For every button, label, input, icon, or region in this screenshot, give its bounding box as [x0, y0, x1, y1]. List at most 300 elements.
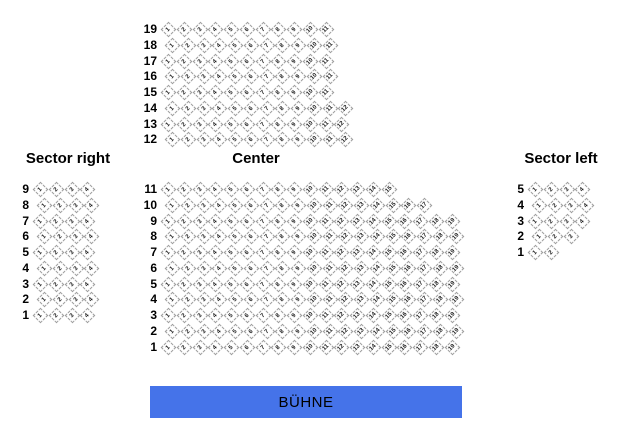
- seat-number: 10: [305, 88, 315, 97]
- seat-number: 17: [420, 263, 429, 273]
- row-label: 1: [150, 339, 157, 354]
- row-label: 2: [517, 229, 524, 244]
- seat-number: 8: [275, 89, 283, 96]
- seat-number: 1: [532, 186, 539, 193]
- seat-number: 9: [295, 296, 302, 304]
- seat-number: 3: [68, 249, 76, 256]
- seat-number: 11: [321, 56, 331, 66]
- seat-number: 2: [180, 343, 188, 351]
- row-label: 3: [22, 276, 29, 291]
- seat-number: 11: [321, 311, 331, 320]
- seat-number: 3: [563, 217, 571, 225]
- seat-number: 4: [579, 186, 587, 193]
- seat-number: 1: [37, 186, 44, 193]
- seat-number: 3: [200, 296, 208, 304]
- seat-number: 11: [325, 103, 335, 113]
- seat-number: 4: [216, 201, 224, 209]
- seat-number: 10: [305, 248, 315, 257]
- seat-number: 2: [52, 312, 60, 319]
- seat-number: 5: [232, 296, 239, 304]
- seat-number: 13: [357, 200, 366, 210]
- seat-number: 6: [243, 343, 251, 351]
- seat-number: 1: [532, 217, 539, 225]
- seat-number: 12: [341, 326, 351, 336]
- seat-number: 8: [279, 264, 287, 272]
- seat-number: 14: [368, 216, 378, 226]
- seat[interactable]: [563, 197, 579, 213]
- seat-number: 10: [305, 279, 315, 289]
- seat-number: 14: [372, 295, 382, 305]
- seat-number: 7: [259, 217, 267, 225]
- seat-number: 11: [325, 200, 335, 210]
- seat-number: 1: [169, 104, 176, 112]
- seat-number: 11: [321, 342, 331, 352]
- seat-number: 7: [259, 249, 267, 256]
- seat-number: 14: [368, 342, 378, 352]
- seat-number: 8: [279, 73, 287, 81]
- seat-number: 2: [180, 312, 188, 319]
- seat-number: 17: [420, 326, 429, 336]
- seat-number: 5: [228, 186, 235, 193]
- seat-number: 6: [243, 312, 251, 319]
- seat-number: 6: [247, 136, 255, 144]
- seat-number: 4: [88, 201, 96, 209]
- seat-number: 3: [196, 186, 204, 193]
- seat-number: 10: [305, 119, 315, 129]
- seat-number: 11: [321, 216, 331, 226]
- seat-number: 2: [56, 264, 64, 272]
- seat-number: 8: [275, 186, 283, 193]
- seat-number: 15: [384, 185, 394, 194]
- seat-number: 8: [275, 217, 283, 225]
- seat-number: 3: [200, 327, 208, 335]
- seat-number: 1: [165, 312, 172, 319]
- seat-number: 1: [532, 249, 539, 256]
- row-label: 16: [143, 69, 157, 84]
- seat-number: 12: [337, 279, 347, 289]
- seat-number: 7: [263, 41, 271, 49]
- seat-number: 2: [184, 73, 192, 81]
- seat-number: 10: [309, 40, 319, 50]
- seat-number: 5: [232, 41, 239, 49]
- seat-number: 7: [259, 312, 267, 319]
- seat-number: 12: [341, 295, 351, 305]
- seat-number: 5: [232, 136, 239, 144]
- seat-number: 12: [341, 232, 351, 242]
- seat-number: 12: [337, 119, 347, 129]
- seat-number: 15: [384, 311, 394, 320]
- seat-number: 19: [451, 295, 461, 305]
- seat-number: 4: [84, 312, 92, 319]
- seat-number: 11: [325, 40, 335, 50]
- seat-number: 9: [295, 264, 302, 272]
- seat-number: 3: [68, 217, 76, 225]
- seat[interactable]: [563, 229, 579, 245]
- seat-number: 17: [416, 311, 425, 320]
- seat-number: 12: [337, 342, 347, 352]
- seat-number: 10: [309, 200, 319, 210]
- seat-number: 1: [169, 73, 176, 81]
- seat-number: 4: [84, 280, 92, 288]
- seat-number: 3: [196, 249, 204, 256]
- seat-number: 13: [353, 216, 362, 226]
- seat-number: 8: [275, 280, 283, 288]
- seat-number: 5: [232, 201, 239, 209]
- seat-number: 4: [212, 57, 220, 65]
- seat-number: 10: [305, 311, 315, 320]
- seat-number: 5: [232, 327, 239, 335]
- seat-number: 3: [196, 312, 204, 319]
- row-label: 9: [22, 182, 29, 196]
- seat-number: 16: [400, 311, 410, 320]
- seat-number: 1: [165, 120, 172, 128]
- seat-number: 7: [259, 120, 267, 128]
- seat-number: 4: [212, 280, 220, 288]
- seat-number: 7: [263, 104, 271, 112]
- seat-number: 8: [279, 201, 287, 209]
- seat-number: 11: [325, 135, 335, 145]
- seat-number: 2: [180, 120, 188, 128]
- seat-number: 13: [353, 248, 362, 257]
- seat-number: 18: [431, 279, 441, 289]
- seat-number: 15: [388, 326, 398, 336]
- seat-number: 1: [165, 57, 172, 65]
- seat-number: 2: [547, 249, 555, 256]
- section-label-center: Center: [232, 150, 280, 167]
- seat-number: 1: [165, 249, 172, 256]
- seat-number: 4: [216, 264, 224, 272]
- seat-number: 3: [200, 41, 208, 49]
- seat-number: 7: [263, 296, 271, 304]
- seat-number: 12: [341, 135, 351, 145]
- seat-number: 14: [368, 248, 378, 257]
- row-label: 4: [517, 197, 524, 212]
- seat-number: 2: [180, 26, 188, 33]
- seat-number: 8: [279, 296, 287, 304]
- seat-number: 17: [416, 248, 425, 257]
- seat-number: 4: [212, 312, 220, 319]
- row-label: 5: [150, 276, 157, 291]
- seat-number: 16: [404, 200, 414, 210]
- seat-number: 2: [180, 217, 188, 225]
- seat-number: 10: [309, 135, 319, 145]
- row-label: 10: [143, 197, 157, 212]
- seat-number: 12: [341, 103, 351, 113]
- seat-number: 15: [384, 248, 394, 257]
- seat-number: 6: [247, 327, 255, 335]
- seat[interactable]: [559, 213, 575, 229]
- seat-number: 2: [551, 201, 559, 209]
- row-label: 7: [22, 213, 29, 228]
- seat-number: 4: [216, 104, 224, 112]
- seat-number: 9: [291, 280, 298, 288]
- seat-number: 4: [579, 217, 587, 225]
- seat-number: 2: [180, 57, 188, 65]
- seat-number: 3: [68, 280, 76, 288]
- seat-number: 10: [309, 263, 319, 273]
- seat-number: 6: [243, 89, 251, 96]
- seat-number: 18: [431, 216, 441, 226]
- seat-number: 6: [243, 120, 251, 128]
- seat-number: 9: [295, 73, 302, 81]
- row-label: 7: [150, 245, 157, 259]
- seat-number: 5: [228, 26, 235, 33]
- seat[interactable]: [528, 213, 544, 229]
- seat-number: 1: [37, 312, 44, 319]
- seat-number: 14: [372, 232, 382, 242]
- seat-number: 11: [325, 295, 335, 305]
- row-label: 15: [143, 85, 157, 99]
- seat-number: 14: [368, 279, 378, 289]
- seat-number: 2: [180, 89, 188, 96]
- seat-number: 12: [337, 185, 347, 194]
- seat-number: 5: [228, 89, 235, 96]
- seat-number: 19: [451, 232, 461, 242]
- seat[interactable]: [543, 213, 559, 229]
- seat-number: 16: [400, 216, 410, 226]
- seat-number: 1: [41, 233, 48, 241]
- seat-number: 1: [165, 89, 172, 96]
- seat-number: 16: [400, 342, 410, 352]
- seat-number: 14: [372, 326, 382, 336]
- seat-number: 14: [368, 311, 378, 320]
- seat-number: 8: [279, 327, 287, 335]
- seat-number: 12: [341, 200, 351, 210]
- row-label: 8: [150, 229, 157, 244]
- seat-number: 10: [309, 232, 319, 242]
- row-label: 11: [144, 182, 157, 196]
- seat-number: 19: [447, 279, 457, 289]
- seat-number: 2: [547, 186, 555, 193]
- seat-number: 2: [56, 233, 64, 241]
- seat-number: 15: [384, 216, 394, 226]
- seat-number: 2: [56, 201, 64, 209]
- seat-number: 3: [200, 136, 208, 144]
- seat-number: 3: [72, 233, 80, 241]
- seat-number: 18: [431, 248, 441, 257]
- seat-number: 11: [321, 88, 331, 97]
- seat-number: 10: [305, 185, 315, 194]
- seat-number: 18: [435, 295, 445, 305]
- seat-number: 17: [420, 295, 429, 305]
- seat[interactable]: [543, 182, 559, 198]
- seat-number: 2: [551, 233, 559, 241]
- seat-number: 9: [295, 233, 302, 241]
- seat-number: 8: [275, 249, 283, 256]
- seat-number: 4: [212, 89, 220, 96]
- seat-number: 3: [567, 201, 575, 209]
- seat-number: 1: [169, 233, 176, 241]
- seat-number: 4: [212, 186, 220, 193]
- seat-number: 7: [259, 280, 267, 288]
- seat-number: 6: [243, 249, 251, 256]
- seat-number: 19: [451, 263, 461, 273]
- row-label: 1: [22, 308, 29, 322]
- seat-number: 8: [279, 136, 287, 144]
- seat-number: 3: [196, 26, 204, 33]
- row-label: 9: [150, 213, 157, 228]
- seat-number: 3: [200, 201, 208, 209]
- seat-number: 12: [337, 248, 347, 257]
- seat-number: 1: [165, 217, 172, 225]
- seat-number: 4: [88, 296, 96, 304]
- seat-number: 3: [72, 264, 80, 272]
- seat-number: 5: [228, 57, 235, 65]
- seat[interactable]: [547, 229, 563, 245]
- seat-number: 16: [404, 263, 414, 273]
- seat[interactable]: [575, 182, 591, 198]
- seat-number: 4: [583, 201, 591, 209]
- seat-number: 1: [37, 217, 44, 225]
- seat-number: 2: [184, 201, 192, 209]
- seat-number: 12: [337, 216, 347, 226]
- seat-number: 3: [72, 201, 80, 209]
- seat-number: 2: [184, 104, 192, 112]
- seat[interactable]: [543, 245, 559, 261]
- seat-number: 6: [243, 57, 251, 65]
- row-label: 6: [150, 260, 157, 275]
- seat-number: 13: [353, 311, 362, 320]
- row-label: 1: [517, 245, 524, 259]
- seat-number: 8: [275, 26, 283, 33]
- seat-number: 9: [295, 327, 302, 335]
- seat-number: 10: [305, 216, 315, 226]
- seat-number: 1: [169, 327, 176, 335]
- seat-number: 4: [216, 327, 224, 335]
- seat-number: 3: [567, 233, 575, 241]
- seat-number: 1: [37, 249, 44, 256]
- row-label: 2: [22, 292, 29, 307]
- seat-number: 2: [184, 136, 192, 144]
- seat-number: 6: [243, 186, 251, 193]
- seat-number: 8: [275, 343, 283, 351]
- row-label: 4: [22, 260, 29, 275]
- seat[interactable]: [528, 245, 544, 261]
- seat-number: 1: [165, 186, 172, 193]
- seat-number: 1: [165, 280, 172, 288]
- seat-number: 11: [321, 185, 331, 194]
- seat-number: 4: [212, 217, 220, 225]
- seat-number: 2: [52, 280, 60, 288]
- seat[interactable]: [532, 229, 548, 245]
- row-label: 8: [22, 197, 29, 212]
- seat-number: 9: [295, 136, 302, 144]
- seat-number: 2: [180, 249, 188, 256]
- stage: [150, 386, 462, 418]
- seat-number: 7: [263, 201, 271, 209]
- seat-number: 7: [263, 327, 271, 335]
- seat-number: 10: [305, 25, 315, 34]
- seat-number: 10: [305, 56, 315, 66]
- seat-number: 15: [388, 295, 398, 305]
- seat-number: 16: [400, 279, 410, 289]
- seat-number: 9: [295, 104, 302, 112]
- seat[interactable]: [559, 182, 575, 198]
- seat-number: 9: [291, 343, 298, 351]
- seat-number: 19: [447, 342, 457, 352]
- seat-number: 9: [291, 249, 298, 256]
- seat-number: 5: [228, 312, 235, 319]
- seat[interactable]: [579, 197, 595, 213]
- seat-number: 18: [431, 311, 441, 320]
- seat-number: 19: [447, 216, 457, 226]
- seat-number: 6: [247, 233, 255, 241]
- seat[interactable]: [575, 213, 591, 229]
- seat-number: 6: [247, 41, 255, 49]
- seat-number: 14: [372, 263, 382, 273]
- seat-number: 16: [404, 232, 414, 242]
- seat-number: 1: [169, 264, 176, 272]
- seat-number: 5: [228, 217, 235, 225]
- seat-number: 4: [216, 296, 224, 304]
- seat-number: 13: [357, 263, 366, 273]
- seat-number: 2: [547, 217, 555, 225]
- seat-number: 1: [536, 201, 543, 209]
- seat-number: 4: [212, 249, 220, 256]
- seat-number: 7: [259, 89, 267, 96]
- seat-number: 1: [536, 233, 543, 241]
- seat-number: 6: [243, 280, 251, 288]
- seat[interactable]: [528, 182, 544, 198]
- seat-number: 17: [420, 232, 429, 242]
- seat-number: 15: [388, 263, 398, 273]
- seat[interactable]: [547, 197, 563, 213]
- seat-number: 9: [291, 186, 298, 193]
- row-label: 3: [517, 213, 524, 228]
- seat-number: 17: [416, 279, 425, 289]
- seat-number: 9: [291, 26, 298, 33]
- row-label: 19: [143, 22, 157, 36]
- seat-number: 3: [68, 312, 76, 319]
- seat-number: 4: [212, 343, 220, 351]
- seat-number: 19: [447, 248, 457, 257]
- seat-number: 4: [84, 186, 92, 193]
- seat-number: 1: [169, 201, 176, 209]
- seat-number: 7: [259, 57, 267, 65]
- seat-number: 2: [52, 217, 60, 225]
- seat-number: 13: [353, 342, 362, 352]
- seat-number: 13: [357, 326, 366, 336]
- seat-number: 11: [325, 72, 335, 82]
- seat-number: 8: [279, 104, 287, 112]
- seat-number: 19: [451, 326, 461, 336]
- seat-number: 15: [388, 200, 398, 210]
- seat-number: 10: [309, 72, 319, 82]
- section-label-sector-left: Sector left: [524, 150, 598, 167]
- seat-number: 7: [263, 136, 271, 144]
- seat-number: 11: [325, 326, 335, 336]
- seat-number: 5: [228, 343, 235, 351]
- seat-number: 2: [180, 280, 188, 288]
- seat-number: 2: [184, 233, 192, 241]
- seat-number: 1: [169, 296, 176, 304]
- seat-number: 7: [263, 233, 271, 241]
- seat-number: 4: [84, 249, 92, 256]
- row-label: 5: [22, 245, 29, 259]
- seat-number: 13: [357, 295, 366, 305]
- seat[interactable]: [532, 197, 548, 213]
- seat-number: 15: [384, 342, 394, 352]
- seat-number: 2: [184, 41, 192, 49]
- seat-number: 13: [353, 185, 362, 194]
- seat-number: 4: [216, 73, 224, 81]
- seat-number: 6: [247, 296, 255, 304]
- seat-number: 4: [216, 41, 224, 49]
- seat-number: 6: [243, 217, 251, 225]
- seat-number: 1: [41, 264, 48, 272]
- seat-number: 4: [212, 26, 220, 33]
- seat-number: 9: [295, 201, 302, 209]
